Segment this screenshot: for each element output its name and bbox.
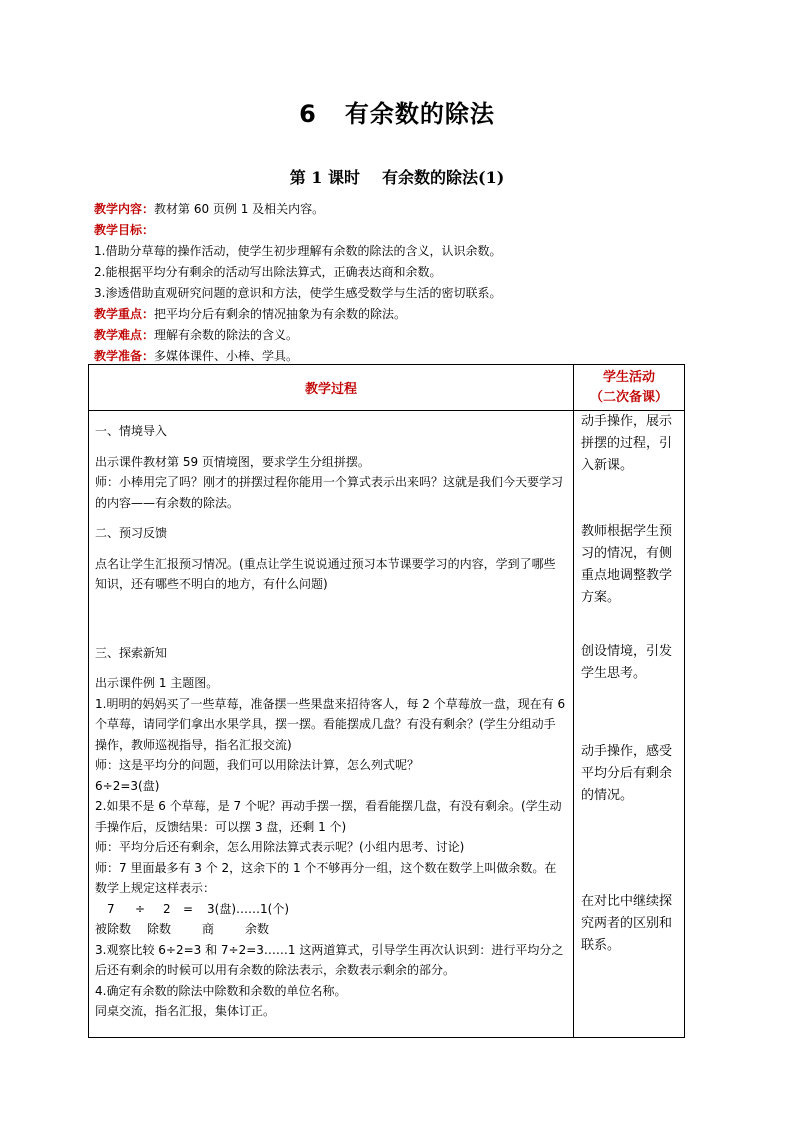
process-paragraph: 师：这是平均分的问题，我们可以用除法计算，怎么列式呢？ bbox=[95, 758, 420, 772]
meta-line bbox=[94, 262, 694, 283]
meta-label: 教学重点： bbox=[94, 307, 155, 321]
meta-label: 教学准备： bbox=[94, 349, 155, 363]
meta-line bbox=[94, 220, 694, 241]
table-body-row bbox=[89, 411, 685, 1038]
meta-text: 1.借助分草莓的操作活动，使学生初步理解有余数的除法的含义，认识余数。 bbox=[94, 244, 502, 258]
process-paragraph: 出示课件教材第 59 页情境图，要求学生分组拼摆。 bbox=[95, 454, 370, 469]
meta-line bbox=[94, 199, 694, 220]
formula-term: = bbox=[183, 901, 194, 916]
meta-line bbox=[94, 283, 694, 304]
process-paragraph: 出示课件例 1 主题图。 bbox=[95, 676, 219, 690]
process-paragraph: 4.确定有余数的除法中除数和余数的单位名称。 bbox=[95, 983, 347, 998]
process-paragraph: 师：小棒用完了吗？刚才的拼摆过程你能用一个算式表示出来吗？这就是我们今天要学习的内容——有余数的除法。 bbox=[95, 475, 564, 510]
chapter-title bbox=[0, 94, 794, 129]
lesson-table bbox=[88, 364, 685, 1038]
process-paragraph: 2.如果不是 6 个草莓，是 7 个呢？再动手摆一摆，看看能摆几盘，有没有剩余。(学生动手操作后，反馈结果：可以摆 3 盘，还剩 1 个) bbox=[95, 799, 562, 834]
section-title: 一、情境导入 bbox=[95, 424, 168, 438]
lesson-label: 第 1 课时 bbox=[289, 168, 360, 187]
meta-line bbox=[94, 241, 694, 262]
formula-label: 除数 bbox=[147, 922, 172, 936]
activity-header-line2: （二次备课） bbox=[589, 389, 668, 405]
division-formula bbox=[95, 899, 567, 920]
section-title: 二、预习反馈 bbox=[95, 526, 168, 540]
meta-label: 教学内容： bbox=[94, 202, 155, 216]
activity-note: 动手操作，感受平均分后有剩余的情况。 bbox=[581, 744, 673, 803]
process-paragraph: 师：平均分后还有剩余，怎么用除法算式表示呢？(小组内思考、讨论) bbox=[95, 840, 465, 854]
process-paragraph: 点名让学生汇报预习情况。(重点让学生说说通过预习本节课要学习的内容，学到了哪些知识，还有哪些不明白的地方，有什么问题) bbox=[95, 556, 556, 591]
meta-label: 教学目标： bbox=[94, 223, 155, 237]
table-header-row bbox=[89, 365, 685, 411]
meta-label: 教学难点： bbox=[94, 328, 155, 342]
process-cell bbox=[89, 411, 574, 1038]
section-title: 三、探索新知 bbox=[95, 645, 168, 660]
process-paragraph: 同桌交流，指名汇报，集体订正。 bbox=[95, 1004, 276, 1018]
meta-line bbox=[94, 325, 694, 346]
chapter-title-text: 有余数的除法 bbox=[344, 100, 495, 128]
process-header: 教学过程 bbox=[89, 365, 574, 411]
meta-line bbox=[94, 304, 694, 325]
lesson-meta bbox=[94, 199, 694, 367]
formula-term: 2 bbox=[163, 901, 171, 916]
formula-label: 余数 bbox=[245, 922, 270, 936]
formula-label: 被除数 bbox=[95, 922, 132, 936]
meta-text: 2.能根据平均分有剩余的活动写出除法算式，正确表达商和余数。 bbox=[94, 265, 442, 279]
meta-text: 把平均分后有剩余的情况抽象为有余数的除法。 bbox=[154, 307, 407, 321]
formula-labels bbox=[95, 919, 567, 940]
activity-note: 在对比中继续探究两者的区别和联系。 bbox=[581, 894, 673, 953]
process-paragraph: 1.明明的妈妈买了一些草莓，准备摆一些果盘来招待客人，每 2 个草莓放一盘，现在有 6 个草莓，请同学们拿出水果学具，摆一摆。看能摆成几盘？有没有剩余？(学生分组动手操作，教师巡视指导，指名汇报交流) bbox=[95, 696, 566, 752]
process-paragraph: 3.观察比较 6÷2=3 和 7÷2=3……1 这两道算式，引导学生再次认识到：进行平均分之后还有剩余的时候可以用有余数的除法表示，余数表示剩余的部分。 bbox=[95, 942, 564, 977]
formula-label: 商 bbox=[202, 922, 215, 936]
meta-text: 理解有余数的除法的含义。 bbox=[154, 328, 299, 342]
process-paragraph: 师：7 里面最多有 3 个 2，这余下的 1 个不够再分一组，这个数在数学上叫做余数。在数学上规定这样表示： bbox=[95, 860, 557, 895]
activity-header bbox=[574, 365, 685, 411]
process-paragraph: 6÷2=3(盘) bbox=[95, 778, 160, 793]
lesson-title bbox=[0, 165, 794, 188]
activity-cell bbox=[574, 411, 685, 1038]
meta-text: 3.渗透借助直观研究问题的意识和方法，使学生感受数学与生活的密切联系。 bbox=[94, 286, 502, 300]
lesson-title-text: 有余数的除法(1) bbox=[382, 168, 505, 187]
activity-note: 教师根据学生预习的情况，有侧重点地调整教学方案。 bbox=[581, 524, 673, 605]
activity-note: 创设情境，引发学生思考。 bbox=[581, 644, 673, 681]
formula-term: 7 bbox=[107, 901, 115, 916]
formula-term: 3(盘)……1(个) bbox=[207, 901, 289, 916]
meta-text: 多媒体课件、小棒、学具。 bbox=[154, 349, 299, 363]
formula-term: ÷ bbox=[135, 901, 146, 916]
activity-header-line1: 学生活动 bbox=[602, 369, 655, 385]
activity-note: 动手操作，展示拼摆的过程，引入新课。 bbox=[581, 414, 673, 473]
chapter-number: 6 bbox=[299, 100, 317, 128]
meta-text: 教材第 60 页例 1 及相关内容。 bbox=[154, 202, 325, 216]
